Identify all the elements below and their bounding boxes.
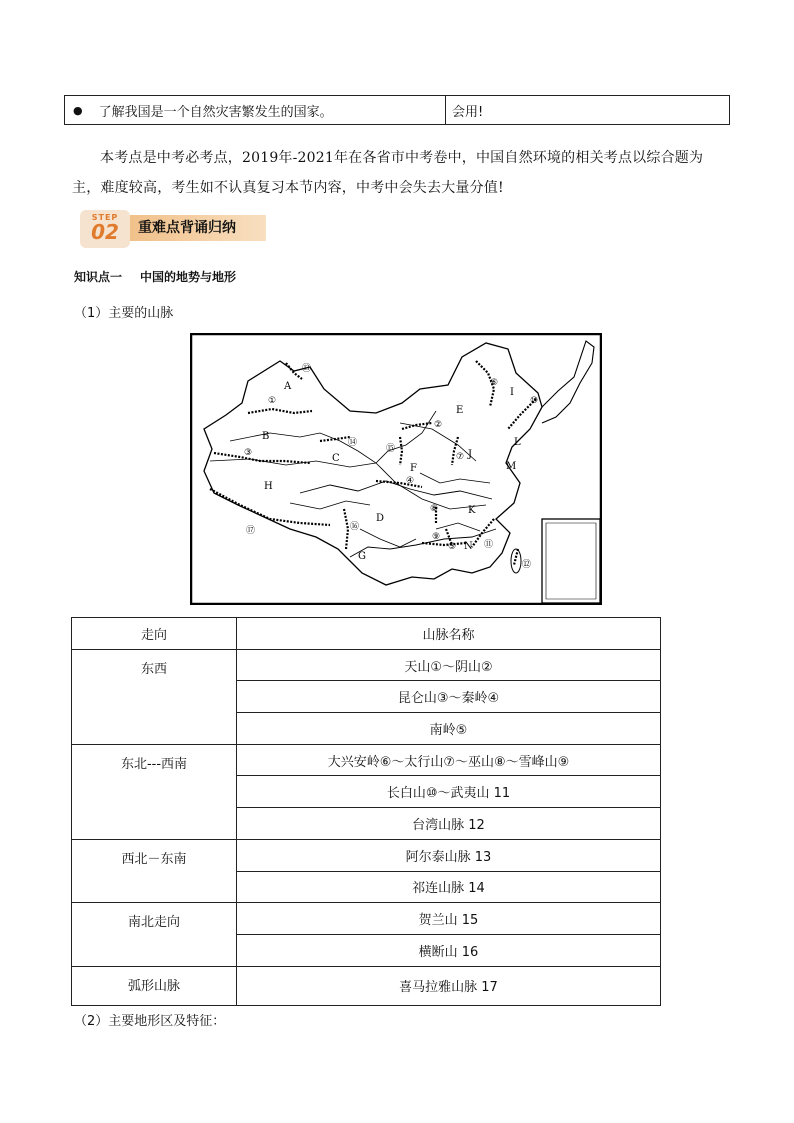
- objective-text: 了解我国是一个自然灾害繁发生的国家。: [98, 104, 333, 120]
- map-number-14: ⑭: [348, 438, 358, 448]
- map-label-c: C: [332, 453, 340, 464]
- map-label-g: G: [358, 551, 366, 562]
- china-mountains-map: [190, 333, 602, 605]
- map-number-8: ⑧: [430, 504, 439, 514]
- mountain-cell: 台湾山脉 12: [237, 808, 661, 840]
- map-number-10: ⑩: [530, 396, 539, 406]
- level-cell: 会用!: [452, 104, 484, 120]
- section-heading-landforms: （2）主要地形区及特征：: [74, 1014, 226, 1029]
- step-banner: [80, 210, 270, 250]
- map-number-3: ③: [244, 448, 253, 458]
- step-word: STEP: [91, 213, 119, 222]
- step-number: 02: [91, 220, 119, 244]
- mountain-cell: 昆仑山③～秦岭④: [237, 681, 661, 713]
- mountain-cell: 长白山⑩～武夷山 11: [237, 776, 661, 808]
- mountain-cell: 天山①～阴山②: [237, 649, 661, 681]
- table-row: [72, 966, 661, 1006]
- map-label-n: N: [464, 541, 473, 552]
- map-label-b: B: [262, 431, 270, 442]
- map-number-1: ①: [268, 396, 277, 406]
- map-number-7: ⑦: [456, 452, 465, 462]
- map-label-k: K: [468, 505, 476, 516]
- knowledge-point-label: 知识点一: [74, 270, 123, 284]
- header-names: 山脉名称: [237, 618, 661, 650]
- mountain-cell: 阿尔泰山脉 13: [237, 839, 661, 871]
- table-row: [72, 744, 661, 776]
- map-number-4: ④: [406, 476, 415, 486]
- objective-cell: [65, 96, 446, 124]
- intro-paragraph: 本考点是中考必考点，2019年-2021年在各省市中考卷中，中国自然环境的相关考点以综合题为主，难度较高，考生如不认真复习本节内容，中考中会失去大量分值!: [72, 150, 704, 196]
- map-number-9: ⑨: [432, 532, 441, 542]
- map-number-6: ⑥: [490, 378, 499, 388]
- map-label-m: M: [506, 461, 517, 472]
- map-number-17: ⑰: [246, 526, 256, 536]
- header-direction: 走向: [72, 618, 237, 650]
- mountain-cell: 大兴安岭⑥～太行山⑦～巫山⑧～雪峰山⑨: [237, 744, 661, 776]
- direction-cell: 南北走向: [72, 903, 237, 966]
- direction-cell: 东西: [72, 649, 237, 744]
- map-label-f: F: [410, 463, 417, 474]
- step-badge: [80, 210, 130, 248]
- map-number-12: ⑫: [522, 560, 532, 570]
- direction-cell: 弧形山脉: [72, 966, 237, 1006]
- knowledge-point-title: 中国的地势与地形: [140, 270, 237, 284]
- map-label-l: L: [514, 437, 521, 448]
- map-label-i: I: [510, 387, 514, 398]
- mountain-cell: 横断山 16: [237, 934, 661, 966]
- table-row: [72, 839, 661, 871]
- map-label-d: D: [376, 513, 385, 524]
- map-label-h: H: [264, 481, 273, 492]
- map-number-11: ⑪: [484, 540, 494, 550]
- map-label-a: A: [284, 381, 292, 392]
- section-heading-mountains: （1）主要的山脉: [74, 306, 174, 321]
- objective-table: [64, 95, 730, 125]
- table-header-row: [72, 618, 661, 650]
- direction-cell: 东北---西南: [72, 744, 237, 839]
- map-number-2: ②: [434, 420, 443, 430]
- map-number-15: ⑮: [386, 444, 396, 454]
- map-number-13: ⑬: [302, 364, 312, 374]
- step-title: 重难点背诵归纳: [128, 215, 266, 241]
- table-row: [72, 649, 661, 681]
- mountain-cell: 喜马拉雅山脉 17: [237, 966, 661, 1006]
- map-number-16: ⑯: [350, 522, 360, 532]
- mountain-cell: 贺兰山 15: [237, 903, 661, 935]
- mountain-cell: 南岭⑤: [237, 713, 661, 745]
- knowledge-point-heading: [74, 268, 236, 285]
- map-label-e: E: [456, 405, 464, 416]
- direction-cell: 西北－东南: [72, 839, 237, 902]
- mountain-cell: 祁连山脉 14: [237, 871, 661, 903]
- map-label-j: J: [468, 449, 473, 460]
- map-number-5: ⑤: [448, 542, 457, 552]
- bullet-icon: ●: [73, 103, 83, 117]
- table-row: [72, 903, 661, 935]
- mountain-table: [71, 617, 661, 1006]
